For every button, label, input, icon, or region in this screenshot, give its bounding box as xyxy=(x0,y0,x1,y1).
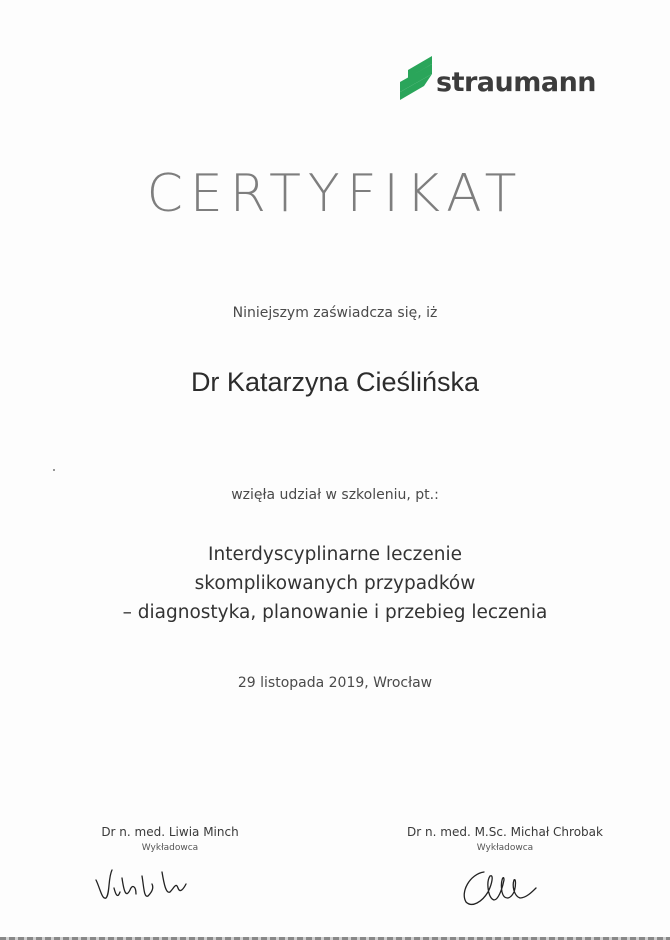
handwritten-signature-right xyxy=(458,862,548,912)
brand-logo xyxy=(398,56,596,104)
course-title-line: skomplikowanych przypadków xyxy=(194,573,476,594)
participation-text: wzięła udział w szkoleniu, pt.: xyxy=(231,487,439,503)
straumann-logo-icon xyxy=(398,56,434,104)
brand-name: straumann xyxy=(436,66,597,98)
paper-speck xyxy=(53,469,55,471)
handwritten-signature-left xyxy=(92,858,202,908)
date-place: 29 listopada 2019, Wrocław xyxy=(237,675,433,691)
course-title-line: Interdyscyplinarne leczenie xyxy=(208,544,462,565)
intro-text: Niniejszym zaświadcza się, iż xyxy=(232,305,438,321)
certificate-title: CERTYFIKAT xyxy=(146,164,524,224)
signatory-role: Wykładowca xyxy=(141,843,199,853)
course-title-line: – diagnostyka, planowanie i przebieg leczenia xyxy=(122,602,548,623)
signatory-name: Dr n. med. M.Sc. Michał Chrobak xyxy=(407,825,603,839)
signature-block-left xyxy=(90,825,250,853)
signatory-role: Wykładowca xyxy=(476,843,534,853)
signatory-name: Dr n. med. Liwia Minch xyxy=(101,825,239,839)
course-title xyxy=(0,540,670,627)
signature-block-right xyxy=(400,825,610,853)
recipient-name: Dr Katarzyna Cieślińska xyxy=(190,367,480,397)
